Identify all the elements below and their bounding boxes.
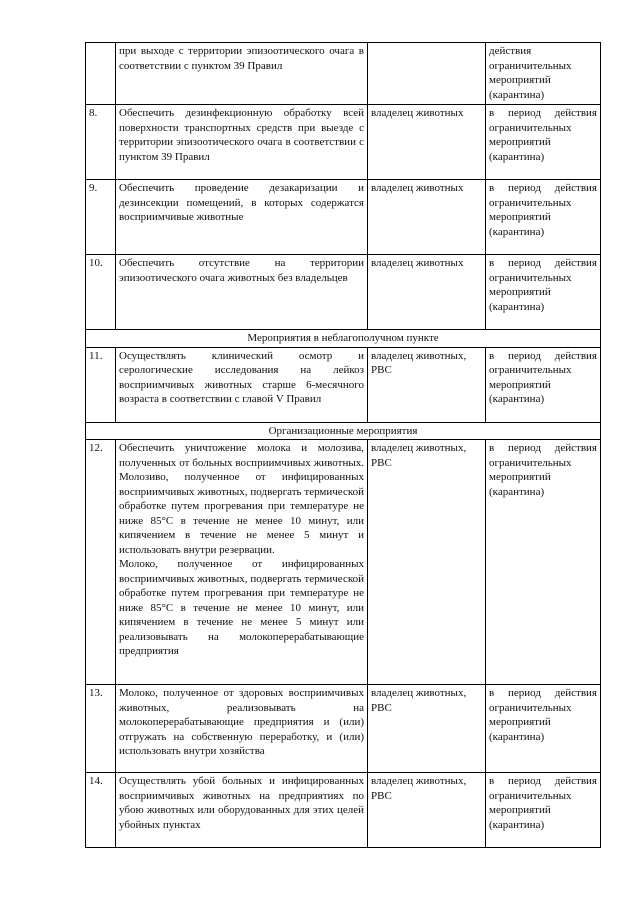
table-row [86,440,601,685]
term-cell: в период действия ограничительных мероприятий (карантина) [486,105,601,180]
row-number: 8. [86,105,116,180]
table-row [86,773,601,848]
term-cell: в период действия ограничительных мероприятий (карантина) [486,347,601,422]
measure-cell: Обеспечить проведение дезакаризации и дезинсекции помещений, в которых содержатся восприимчивые животные [116,180,368,255]
measure-cell: Обеспечить дезинфекционную обработку всей поверхности транспортных средств при выезде с территории эпизоотического очага в соответствии с пунктом 39 Правил [116,105,368,180]
row-number: 9. [86,180,116,255]
measure-cell: Молоко, полученное от здоровых восприимчивых животных, реализовывать на молокоперерабатывающие предприятия и (или) отгружать на собственную переработку, и (или) использовать внутри хозяйства [116,685,368,773]
measure-cell: Осуществлять клинический осмотр и серологические исследования на лейкоз восприимчивых животных старше 6-месячного возраста в соответствии с главой V Правил [116,347,368,422]
measure-cell: Обеспечить отсутствие на территории эпизоотического очага животных без владельцев [116,255,368,330]
section-heading-row [86,422,601,440]
section-heading-organizational: Организационные мероприятия [86,422,601,440]
table-row [86,347,601,422]
table-row [86,180,601,255]
table-row [86,685,601,773]
term-cell: действия ограничительных мероприятий (карантина) [486,43,601,105]
term-cell: в период действия ограничительных мероприятий (карантина) [486,773,601,848]
row-number: 11. [86,347,116,422]
row-number: 13. [86,685,116,773]
term-cell: в период действия ограничительных мероприятий (карантина) [486,255,601,330]
section-heading-unfavorable: Мероприятия в неблагополучном пункте [86,330,601,348]
term-cell: в период действия ограничительных мероприятий (карантина) [486,180,601,255]
responsible-cell: владелец животных [368,105,486,180]
measure-cell [116,440,368,685]
measure-cell: при выходе с территории эпизоотического очага в соответствии с пунктом 39 Правил [116,43,368,105]
row-number [86,43,116,105]
table-row [86,105,601,180]
row-number: 10. [86,255,116,330]
measures-table [85,42,601,848]
responsible-cell [368,43,486,105]
table-row [86,43,601,105]
responsible-cell: владелец животных, РВС [368,347,486,422]
responsible-cell: владелец животных [368,255,486,330]
row-number: 12. [86,440,116,685]
responsible-cell: владелец животных [368,180,486,255]
term-cell: в период действия ограничительных мероприятий (карантина) [486,440,601,685]
measure-paragraph-colostrum: Обеспечить уничтожение молока и молозива, полученных от больных восприимчивых животных. Молозиво, полученное от инфицированных восприимчивых животных, подвергать термической обработке путем прогревания при температуре не ниже 85°С в течение не менее 10 минут, или кипячением в течение не менее 5 минут и использовать внутри резервации. [119,442,364,556]
row-number: 14. [86,773,116,848]
table-row [86,255,601,330]
term-cell: в период действия ограничительных мероприятий (карантина) [486,685,601,773]
responsible-cell: владелец животных, РВС [368,773,486,848]
responsible-cell: владелец животных, РВС [368,685,486,773]
measure-paragraph-milk: Молоко, полученное от инфицированных восприимчивых животных, подвергать термической обработке путем прогревания при температуре не ниже 85°С в течение не менее 10 минут, или кипячением в течение не менее 5 минут или реализовывать на молокоперерабатывающие предприятия [119,558,364,657]
measure-cell: Осуществлять убой больных и инфицированных восприимчивых животных на предприятиях по убою животных или оборудованных для этих целей убойных пунктах [116,773,368,848]
section-heading-row [86,330,601,348]
responsible-cell: владелец животных, РВС [368,440,486,685]
